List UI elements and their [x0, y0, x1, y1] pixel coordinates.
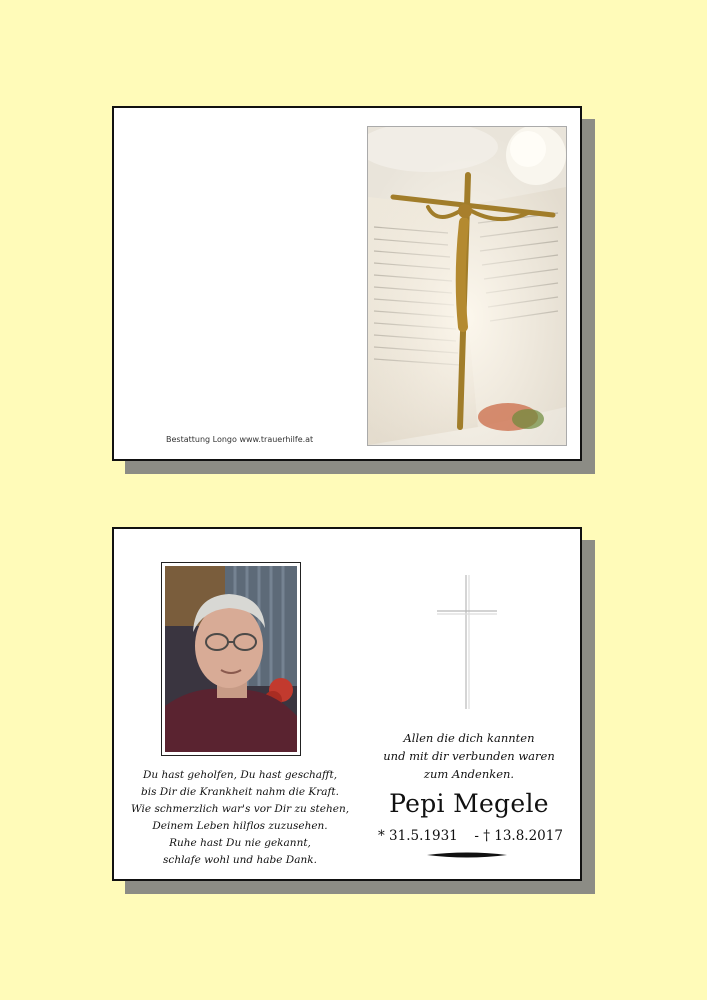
ornament-divider-icon	[427, 851, 507, 859]
portrait-frame	[161, 562, 301, 756]
dedication-line: und mit dir verbunden waren	[383, 749, 555, 763]
birth-date: * 31.5.1931	[378, 828, 458, 844]
death-date: - † 13.8.2017	[474, 828, 563, 844]
dedication-text	[369, 729, 569, 783]
memorial-verse	[124, 767, 356, 869]
portrait-photo	[165, 566, 297, 752]
verse-line: Du hast geholfen, Du hast geschafft,	[142, 769, 338, 781]
verse-line: bis Dir die Krankheit nahm die Kraft.	[141, 786, 339, 798]
life-dates	[378, 828, 578, 844]
verse-line: schlafe wohl und habe Dank.	[163, 854, 317, 866]
deceased-name: Pepi Megele	[389, 789, 549, 818]
verse-line: Deinem Leben hilflos zuzusehen.	[152, 820, 328, 832]
verse-line: Wie schmerzlich war's vor Dir zu stehen,	[130, 803, 350, 815]
funeral-home-credit: Bestattung Longo www.trauerhilfe.at	[166, 435, 314, 444]
crucifix-icon	[368, 127, 566, 445]
card-front	[112, 106, 582, 461]
card-inside	[112, 527, 582, 881]
dedication-line: zum Andenken.	[423, 767, 515, 781]
crucifix-bible-image	[367, 126, 567, 446]
verse-line: Ruhe hast Du nie gekannt,	[169, 837, 311, 849]
dedication-line: Allen die dich kannten	[403, 731, 535, 745]
portrait-icon	[165, 566, 297, 752]
cross-icon	[437, 575, 497, 709]
